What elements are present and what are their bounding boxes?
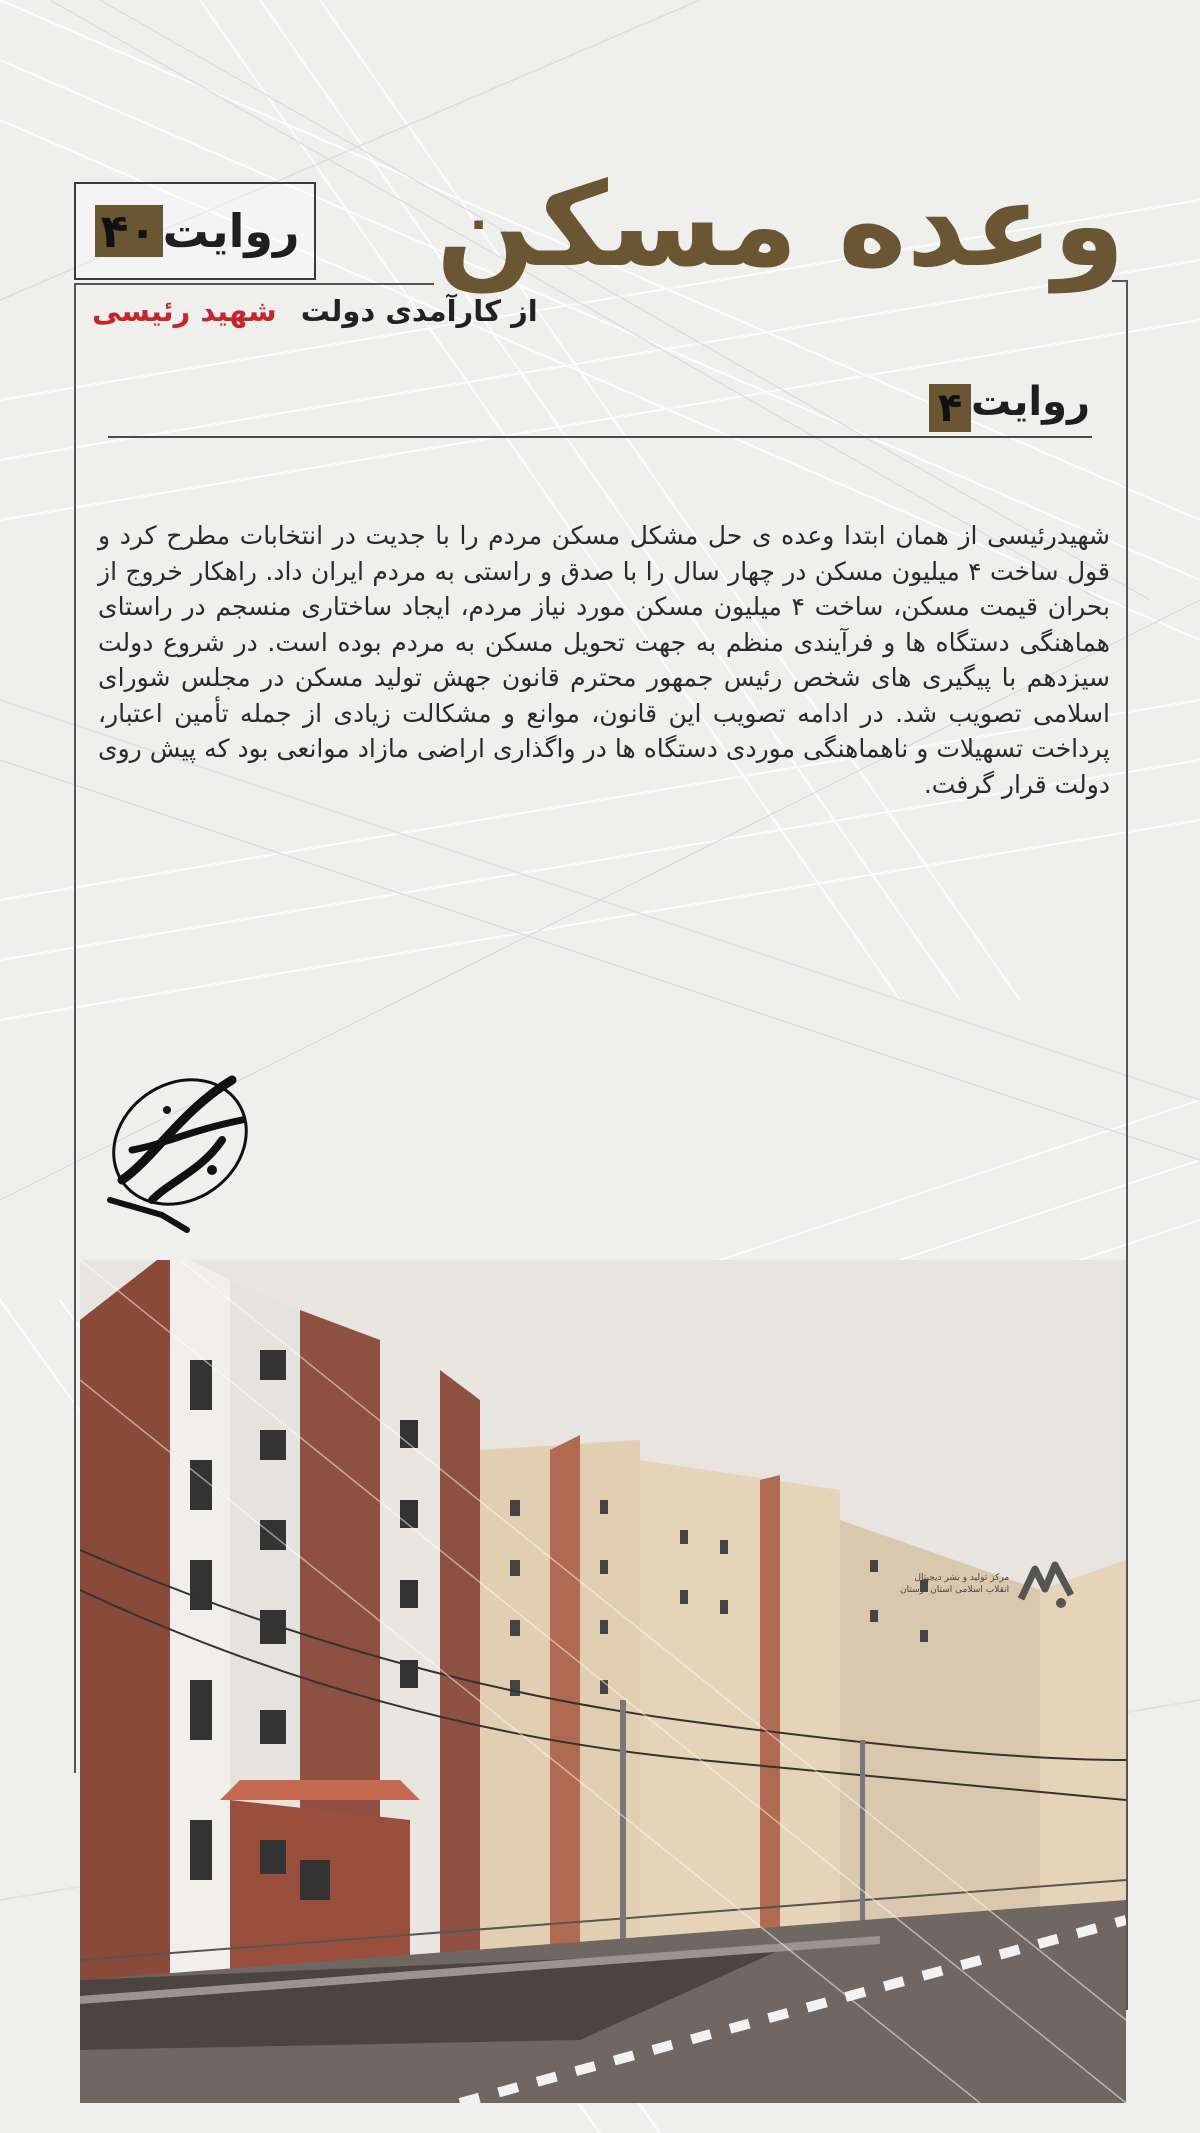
series-word: روایت bbox=[162, 204, 300, 258]
org-logo-icon bbox=[1015, 1555, 1077, 1613]
calligraphy-seal-icon bbox=[92, 1050, 262, 1235]
org-credit bbox=[900, 1555, 1077, 1613]
tagline-name: شهید رئیسی bbox=[92, 294, 277, 328]
story-number: ۴ bbox=[929, 384, 971, 432]
frame-left bbox=[74, 283, 76, 1773]
tagline bbox=[92, 294, 538, 328]
headline: وعده مسکن bbox=[436, 158, 1125, 293]
org-line-1: مرکز تولید و نشر دیجیتال bbox=[914, 1573, 1010, 1583]
frame-right bbox=[1126, 280, 1128, 2010]
story-word: روایت bbox=[971, 379, 1090, 425]
series-number: ۴۰ bbox=[95, 205, 163, 257]
housing-photo bbox=[80, 1260, 1126, 2103]
series-badge bbox=[74, 182, 316, 280]
body-paragraph: شهیدرئیسی از همان ابتدا وعده ی حل مشکل مسکن مردم را با جدیت در انتخابات مطرح کرد و قول ساخت ۴ میلیون مسکن در چهار سال را با صدق و راستی به مردم ایران داد. راهکار خروج از بحران قیمت مسکن، ساخت ۴ میلیون مسکن مورد نیاز مردم، ایجاد ساختاری منسجم در راستای هماهنگی دستگاه ها و فرآیندی منظم به جهت تحویل مسکن به مردم بوده است. در شروع دولت سیزدهم با پیگیری های شخص رئیس جمهور محترم قانون جهش تولید مسکن در مجلس شورای اسلامی تصویب شد. در ادامه تصویب این قانون، موانع و مشکالت زیادی از جمله تأمین اعتبار، پرداخت تسهیلات و ناهماهنگی موردی دستگاه ها در واگذاری اراضی مازاد موانعی بود که پیش روی دولت قرار گرفت. bbox=[98, 521, 1110, 799]
tagline-prefix: از کارآمدی دولت bbox=[300, 294, 538, 328]
frame-top-left bbox=[74, 283, 434, 285]
story-label bbox=[923, 372, 1090, 432]
org-line-2: انقلاب اسلامی استان لرستان bbox=[900, 1585, 1010, 1595]
divider bbox=[108, 436, 1092, 438]
